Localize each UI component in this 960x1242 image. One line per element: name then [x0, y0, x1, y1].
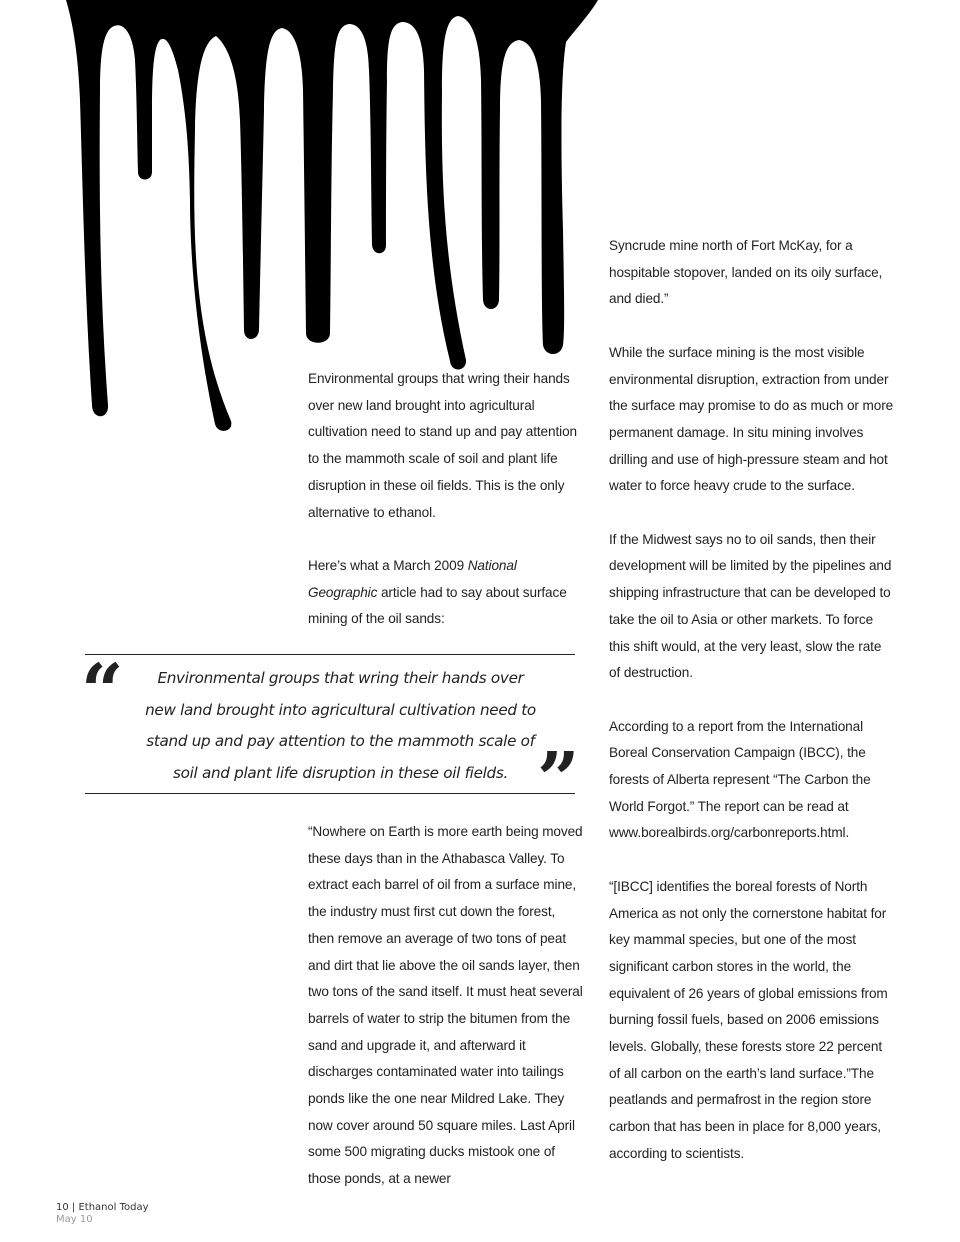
paragraph: While the surface mining is the most visible environmental disruption, extraction from under the surface may promise to do as much or more permanent damage. In situ mining involves drilling and use of high-pressure steam and hot water to force heavy crude to the surface.	[609, 344, 894, 494]
pull-quote-text: Environmental groups that wring their hands over new land brought into agricultural cultivation need to stand up and pay attention to the mammoth scale of soil and plant life disruption in these oil fields.	[145, 669, 536, 782]
paragraph-text: Here’s what a March 2009	[308, 557, 468, 573]
open-quote-icon: “	[81, 649, 124, 735]
paragraph: According to a report from the International Boreal Conservation Campaign (IBCC), the forests of Alberta represent “The Carbon the World Forgot.” The report can be read at www.borealbirds.org/carbonreports.html.	[609, 718, 871, 841]
folio: 10 | Ethanol Today	[56, 1202, 149, 1213]
page-footer	[56, 1202, 149, 1226]
paragraph: If the Midwest says no to oil sands, then their development will be limited by the pipelines and shipping infrastructure that can be developed to take the oil to Asia or other markets. To force this shift would, at the very least, slow the rate of destruction.	[609, 531, 892, 681]
paragraph: “[IBCC] identifies the boreal forests of North America as not only the cornerstone habitat for key mammal species, but one of the most significant carbon stores in the world, the equivalent of 26 years of global emissions from burning fossil fuels, based on 2006 emissions levels. Globally, these forests store 22 percent of all carbon on the earth’s land surface.”The peatlands and permafrost in the region store carbon that has been in place for 8,000 years, according to scientists.	[609, 878, 888, 1161]
publication-name: National Geographic	[308, 557, 517, 600]
issue-date: May 10	[56, 1214, 93, 1225]
paragraph: Environmental groups that wring their hands over new land brought into agricultural cultivation need to stand up and pay attention to the mammoth scale of soil and plant life disruption in these oil fields. This is the only alternative to ethanol.	[308, 371, 577, 520]
paragraph: “Nowhere on Earth is more earth being moved these days than in the Athabasca Valley. To extract each barrel of oil from a surface mine, the industry must first cut down the forest, then remove an average of two tons of peat and dirt that lie above the oil sands layer, then two tons of the sand itself. It must heat several barrels of water to strip the bitumen from the sand and upgrade it, and afterward it discharges contaminated water into tailings ponds like the one near Mildred Lake. They now cover around 50 square miles. Last April some 500 migrating ducks mistook one of those ponds, at a newer	[308, 824, 583, 1187]
article-column-left-top	[308, 366, 583, 660]
pull-quote	[81, 649, 580, 823]
article-column-left-bottom	[308, 819, 583, 1220]
paragraph	[308, 553, 583, 633]
close-quote-icon: ”	[537, 737, 580, 823]
paragraph-text: article had to say about surface mining of the oil sands:	[308, 584, 567, 627]
article-column-right	[609, 233, 894, 1194]
paragraph: Syncrude mine north of Fort McKay, for a hospitable stopover, landed on its oily surface, and died.”	[609, 238, 883, 307]
